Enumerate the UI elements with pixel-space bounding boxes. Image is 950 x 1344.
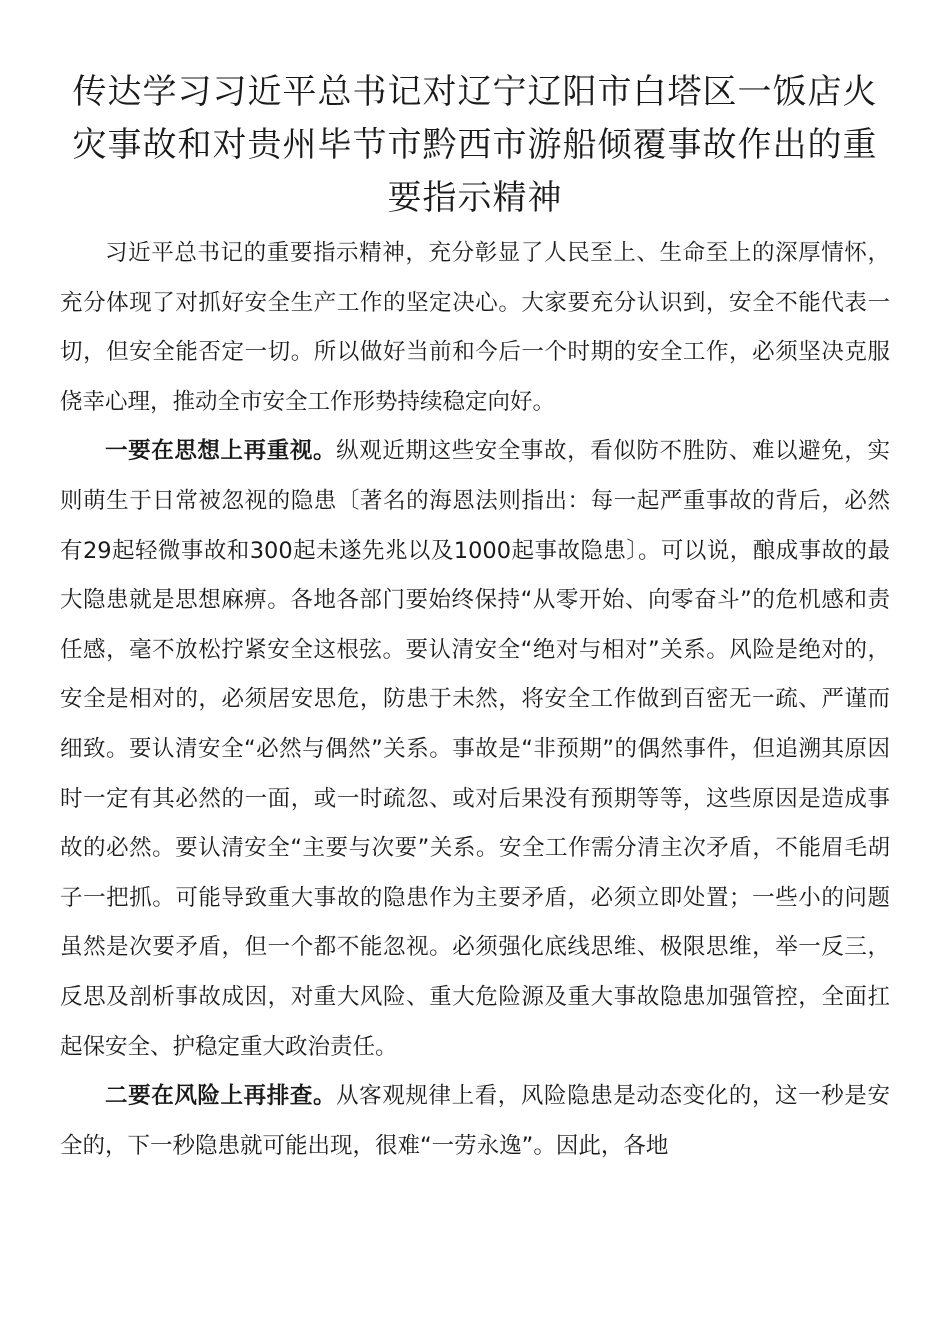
paragraph-lead: 二要在风险上再排查。: [105, 1083, 337, 1110]
document-title: 传达学习习近平总书记对辽宁辽阳市白塔区一饭店火灾事故和对贵州毕节市黔西市游船倾覆事故作出的重要指示精神: [72, 72, 878, 218]
paragraph-lead: 一要在思想上再重视。: [105, 438, 337, 465]
paragraph-text: 纵观近期这些安全事故，看似防不胜防、难以避免，实则萌生于日常被忽视的隐患〔著名的海恩法则指出：每一起严重事故的背后，必然有29起轻微事故和300起未遂先兆以及1000起事故隐患〕。可以说，酿成事故的最大隐患就是思想麻痹。各地各部门要始终保持“从零开始、向零奋斗”的危机感和责任感，毫不放松拧紧安全这根弦。要认清安全“绝对与相对”关系。风险是绝对的，安全是相对的，必须居安思危，防患于未然，将安全工作做到百密无一疏、严谨而细致。要认清安全“必然与偶然”关系。事故是“非预期”的偶然事件，但追溯其原因时一定有其必然的一面，或一时疏忽、或对后果没有预期等等，这些原因是造成事故的必然。要认清安全“主要与次要”关系。安全工作需分清主次矛盾，不能眉毛胡子一把抓。可能导致重大事故的隐患作为主要矛盾，必须立即处置；一些小的问题虽然是次要矛盾，但一个都不能忽视。必须强化底线思维、极限思维，举一反三，反思及剖析事故成因，对重大风险、重大危险源及重大事故隐患加强管控，全面扛起保安全、护稳定重大政治责任。: [60, 438, 890, 1060]
paragraph-intro: [60, 229, 890, 427]
document-body: [60, 229, 890, 1171]
paragraph-text: 从客观规律上看，风险隐患是动态变化的，这一秒是安全的，下一秒隐患就可能出现，很难“一劳永逸”。因此，各地: [60, 1083, 890, 1159]
paragraph-text: 习近平总书记的重要指示精神，充分彰显了人民至上、生命至上的深厚情怀，充分体现了对抓好安全生产工作的坚定决心。大家要充分认识到，安全不能代表一切，但安全能否定一切。所以做好当前和今后一个时期的安全工作，必须坚决克服侥幸心理，推动全市安全工作形势持续稳定向好。: [60, 240, 890, 415]
paragraph-point-two: [60, 1072, 890, 1171]
paragraph-point-one: [60, 427, 890, 1072]
